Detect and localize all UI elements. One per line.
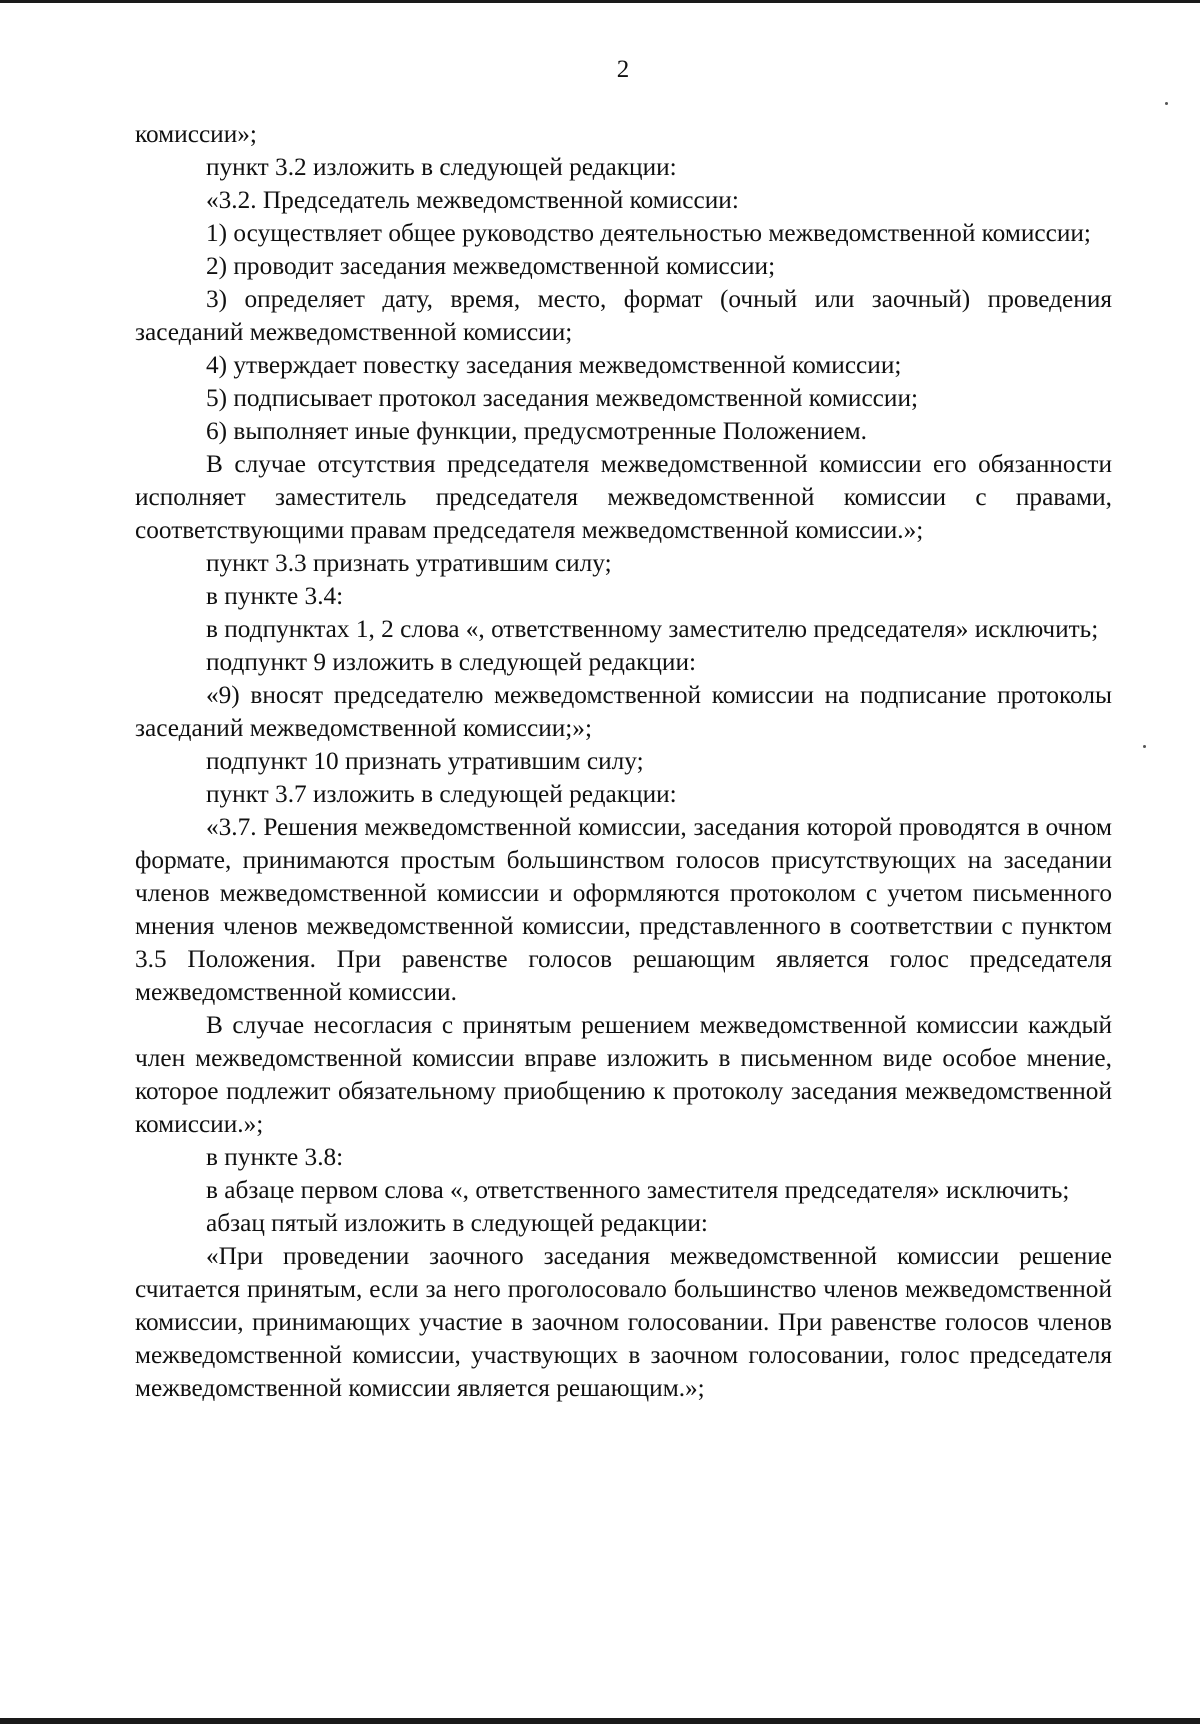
paragraph: абзац пятый изложить в следующей редакции: xyxy=(206,1209,708,1237)
paragraph: подпункт 9 изложить в следующей редакции: xyxy=(206,648,697,676)
paragraph: пункт 3.7 изложить в следующей редакции: xyxy=(206,780,677,808)
scan-edge-bottom xyxy=(0,1718,1200,1724)
paragraph: 5) подписывает протокол заседания межведомственной комиссии; xyxy=(206,384,919,412)
paragraph: «3.7. Решения межведомственной комиссии, заседания которой проводятся в очном формате, принимаются простым большинством голосов присутствующих на заседании членов межведомственной комиссии и оформляются протоколом с учетом письменного мнения членов межведомственной комиссии, представленного в соответствии с пунктом 3.5 Положения. При равенстве голосов решающим является голос председателя межведомственной комиссии. xyxy=(135,813,1112,1006)
paragraph: 6) выполняет иные функции, предусмотренные Положением. xyxy=(206,417,867,445)
paragraph: «3.2. Председатель межведомственной комиссии: xyxy=(206,186,739,214)
scan-edge-top xyxy=(0,0,1200,3)
scan-speck xyxy=(1165,102,1168,105)
paragraph: пункт 3.3 признать утратившим силу; xyxy=(206,549,612,577)
paragraph: в подпунктах 1, 2 слова «, ответственному заместителю председателя» исключить; xyxy=(206,615,1099,643)
paragraph: в пункте 3.4: xyxy=(206,582,344,610)
paragraph: В случае несогласия с принятым решением межведомственной комиссии каждый член межведомственной комиссии вправе изложить в письменном виде особое мнение, которое подлежит обязательному приобщению к протоколу заседания межведомственной комиссии.»; xyxy=(135,1011,1112,1138)
paragraph: пункт 3.2 изложить в следующей редакции: xyxy=(206,153,677,181)
document-body xyxy=(135,118,1112,1405)
paragraph: подпункт 10 признать утратившим силу; xyxy=(206,747,644,775)
paragraph: 1) осуществляет общее руководство деятельностью межведомственной комиссии; xyxy=(206,219,1091,247)
page-number: 2 xyxy=(616,56,630,83)
paragraph: «При проведении заочного заседания межведомственной комиссии решение считается принятым, если за него проголосовало большинство членов межведомственной комиссии, принимающих участие в заочном голосовании. При равенстве голосов членов межведомственной комиссии, участвующих в заочном голосовании, голос председателя межведомственной комиссии является решающим.»; xyxy=(135,1242,1112,1402)
paragraph: «9) вносят председателю межведомственной комиссии на подписание протоколы заседаний межведомственной комиссии;»; xyxy=(135,681,1112,742)
paragraph: В случае отсутствия председателя межведомственной комиссии его обязанности исполняет заместитель председателя межведомственной комиссии с правами, соответствующими правам председателя межведомственной комиссии.»; xyxy=(135,450,1112,544)
paragraph: в абзаце первом слова «, ответственного заместителя председателя» исключить; xyxy=(206,1176,1070,1204)
paragraph: 4) утверждает повестку заседания межведомственной комиссии; xyxy=(206,351,902,379)
paragraph: 2) проводит заседания межведомственной комиссии; xyxy=(206,252,776,280)
paragraph: в пункте 3.8: xyxy=(206,1143,344,1171)
scan-speck xyxy=(1143,745,1146,748)
paragraph: комиссии»; xyxy=(135,120,257,148)
paragraph: 3) определяет дату, время, место, формат (очный или заочный) проведения заседаний межведомственной комиссии; xyxy=(135,285,1112,346)
